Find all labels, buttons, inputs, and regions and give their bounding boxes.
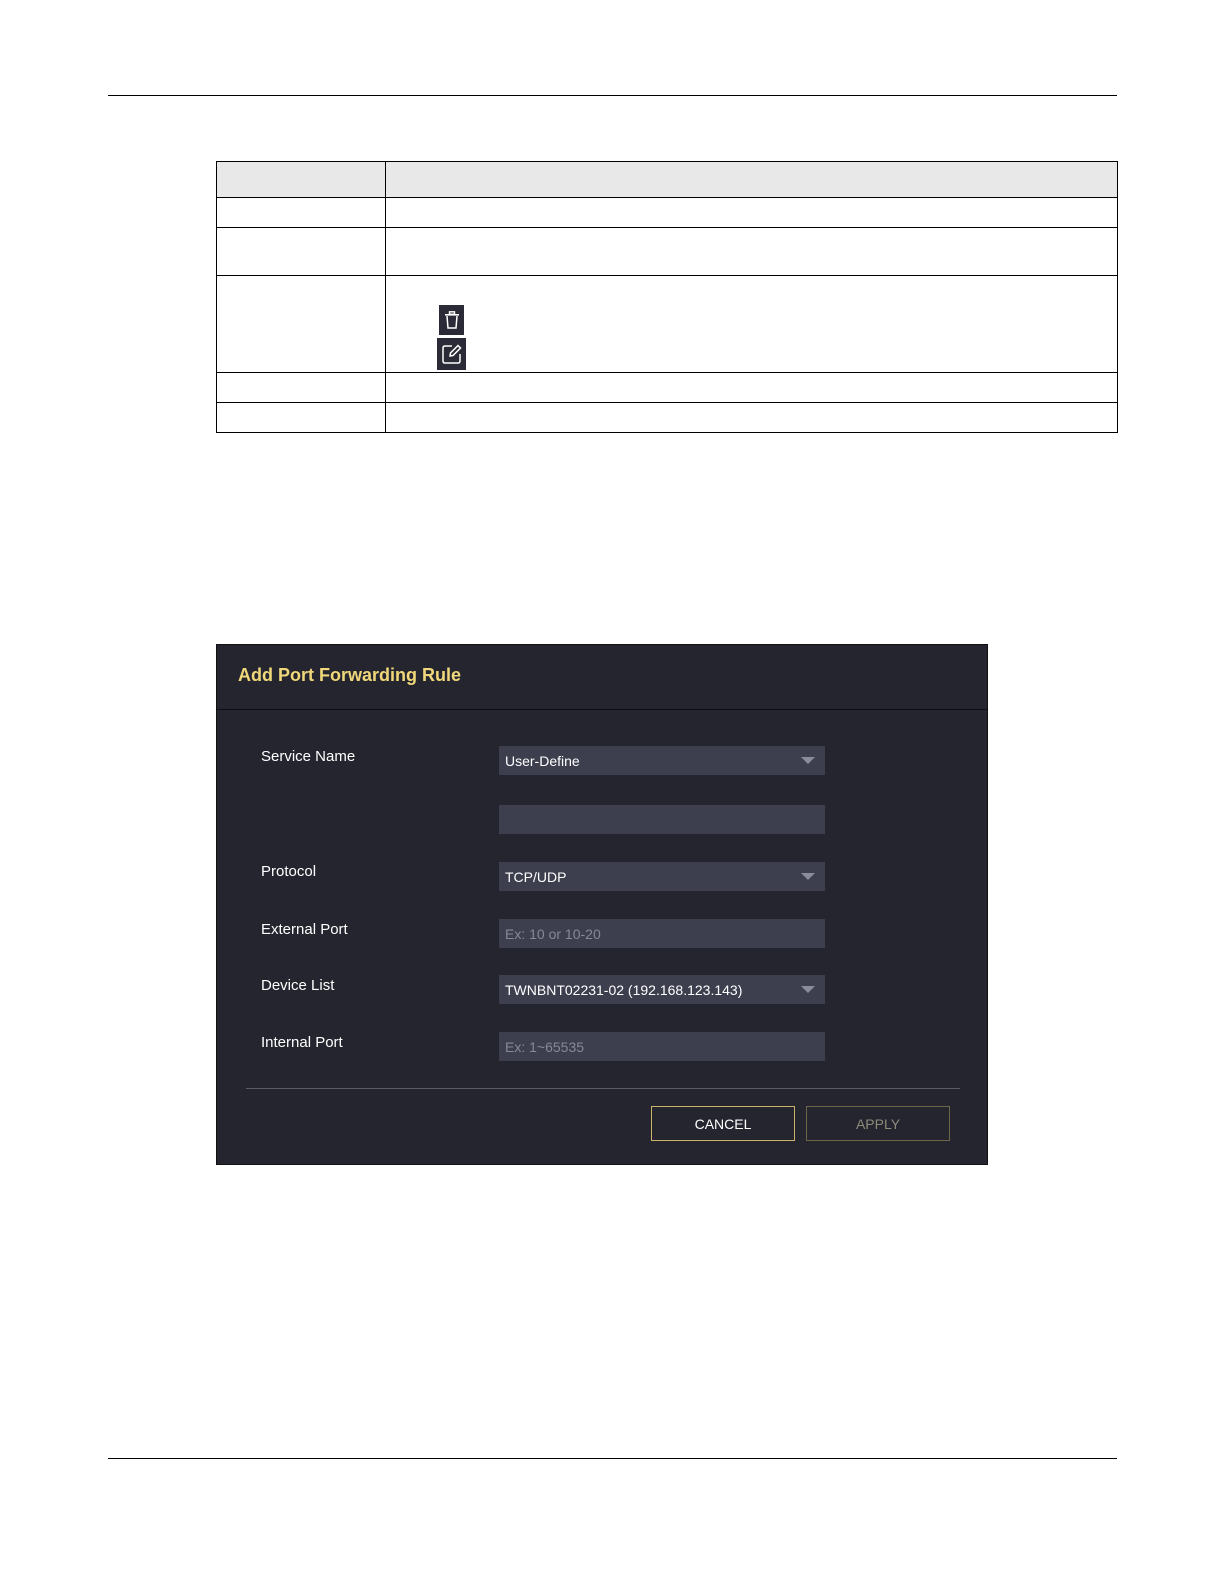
add-port-forwarding-rule-dialog (216, 644, 988, 1165)
device-list-select[interactable] (499, 975, 825, 1004)
table-row (217, 403, 1118, 433)
table-row (217, 276, 1118, 373)
trash-icon (439, 305, 464, 335)
dialog-footer-divider (246, 1088, 960, 1089)
table-row (217, 228, 1118, 276)
table-row (217, 198, 1118, 228)
table-header-row (217, 162, 1118, 198)
apply-button[interactable]: APPLY (806, 1106, 950, 1141)
dialog-header (217, 645, 987, 710)
service-name-value: User-Define (505, 752, 580, 769)
device-list-value: TWNBNT02231-02 (192.168.123.143) (505, 981, 743, 998)
edit-icon (437, 338, 466, 370)
chevron-down-icon (801, 757, 815, 764)
device-list-label: Device List (261, 977, 335, 994)
external-port-placeholder: Ex: 10 or 10-20 (505, 925, 601, 942)
external-port-label: External Port (261, 921, 348, 938)
internal-port-placeholder: Ex: 1~65535 (505, 1038, 585, 1055)
internal-port-input[interactable] (499, 1032, 825, 1061)
external-port-input[interactable] (499, 919, 825, 948)
custom-service-name-input[interactable] (499, 805, 825, 834)
description-table (216, 161, 1118, 433)
table-row (217, 373, 1118, 403)
protocol-select[interactable] (499, 862, 825, 891)
header-rule (108, 95, 1117, 96)
dialog-title: Add Port Forwarding Rule (238, 665, 461, 685)
service-name-label: Service Name (261, 748, 356, 765)
service-name-select[interactable] (499, 746, 825, 775)
protocol-value: TCP/UDP (505, 868, 567, 885)
chevron-down-icon (801, 986, 815, 993)
chevron-down-icon (801, 873, 815, 880)
protocol-label: Protocol (261, 863, 317, 880)
footer-rule (108, 1458, 1117, 1459)
internal-port-label: Internal Port (261, 1034, 343, 1051)
cancel-button[interactable]: CANCEL (651, 1106, 795, 1141)
